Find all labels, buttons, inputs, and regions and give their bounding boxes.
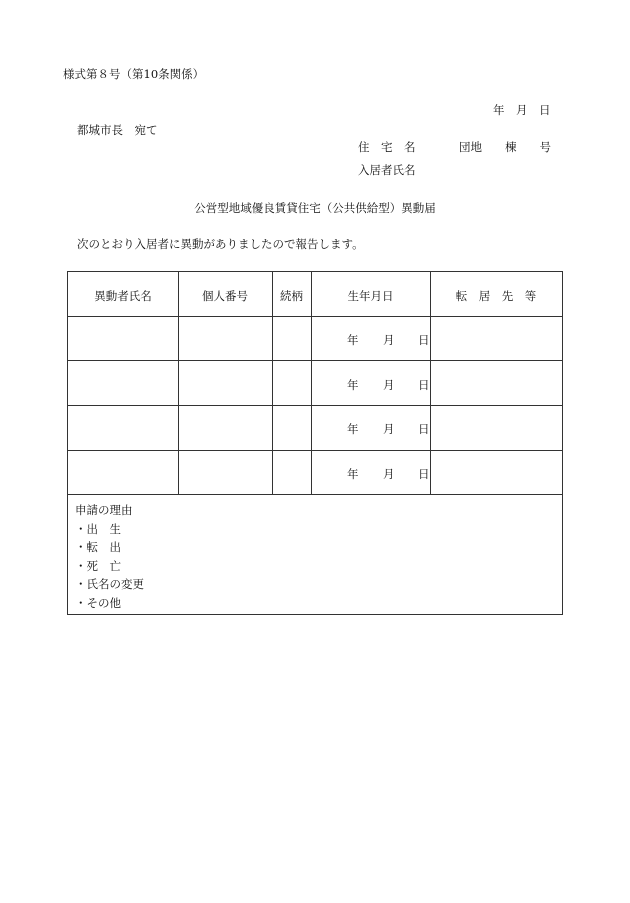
reason-section [75, 501, 144, 612]
birth-day-label: 日 [418, 333, 430, 347]
birth-year-label: 年 [347, 467, 359, 481]
reason-heading: 申請の理由 [75, 503, 133, 517]
row-divider [68, 494, 562, 495]
column-divider [272, 272, 273, 495]
header-mover-name: 異動者氏名 [94, 289, 152, 303]
birth-month-label: 月 [383, 378, 395, 392]
birth-day-label: 日 [418, 422, 430, 436]
resident-name-label: 入居者氏名 [358, 163, 416, 177]
birth-month-label: 月 [383, 333, 395, 347]
change-table [67, 271, 563, 615]
birth-month-label: 月 [383, 422, 395, 436]
addressee: 都城市長 宛て [77, 123, 158, 137]
intro-text: 次のとおり入居者に異動がありましたので報告します。 [77, 237, 364, 251]
row-divider [68, 405, 562, 406]
form-number: 様式第８号（第10条関係） [63, 67, 205, 81]
document-title: 公営型地域優良賃貸住宅（公共供給型）異動届 [194, 201, 436, 215]
birth-year-label: 年 [347, 333, 359, 347]
reason-item: ・死 亡 [75, 558, 121, 573]
birth-month-label: 月 [383, 467, 395, 481]
birth-year-label: 年 [347, 378, 359, 392]
column-divider [430, 272, 431, 495]
reason-item: ・その他 [75, 595, 121, 610]
row-divider [68, 316, 562, 317]
birth-day-label: 日 [418, 378, 430, 392]
column-divider [178, 272, 179, 495]
column-divider [311, 272, 312, 495]
header-relationship: 続柄 [280, 289, 303, 303]
birth-year-label: 年 [347, 422, 359, 436]
reason-item: ・氏名の変更 [75, 577, 144, 591]
header-birthdate: 生年月日 [347, 289, 394, 303]
row-divider [68, 450, 562, 451]
row-divider [68, 360, 562, 361]
date-line: 年 月 日 [493, 103, 551, 117]
birth-day-label: 日 [418, 467, 430, 481]
header-destination: 転 居 先 等 [455, 289, 537, 303]
danchi-label: 団地 棟 号 [459, 140, 551, 154]
reason-item: ・出 生 [75, 521, 121, 536]
address-label: 住 宅 名 [358, 140, 416, 154]
reason-item: ・転 出 [75, 540, 121, 554]
header-personal-number: 個人番号 [202, 289, 248, 303]
